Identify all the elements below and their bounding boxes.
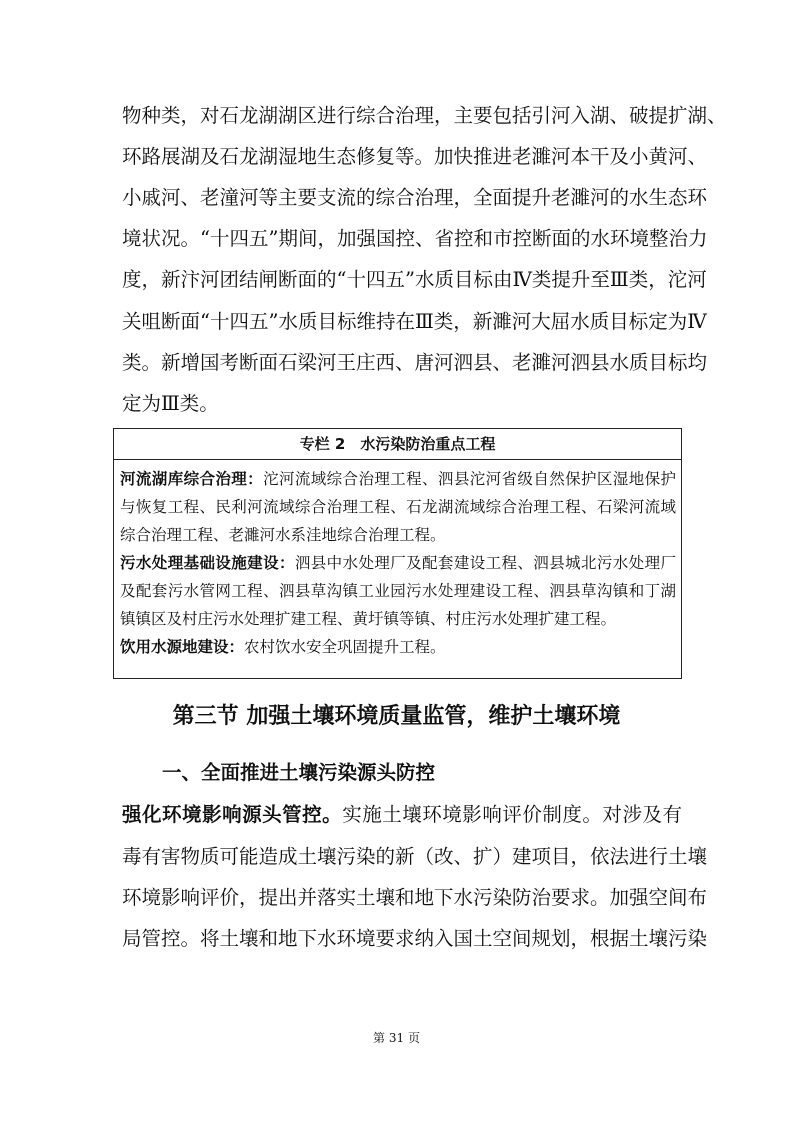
text-line: 物种类，对石龙湖湖区进行综合治理，主要包括引河入湖、破提扩湖、 — [122, 104, 727, 127]
text-line: 毒有害物质可能造成土壤污染的新（改、扩）建项目，依法进行土壤 — [122, 845, 708, 868]
text-line: 境状况。“十四五”期间，加强国控、省控和市控断面的水环境整治力 — [122, 227, 708, 250]
text-line: 关咀断面“十四五”水质目标维持在Ⅲ类，新濉河大屈水质目标定为Ⅳ — [122, 310, 707, 333]
section-title: 第三节 加强土壤环境质量监管，维护土壤环境 — [172, 704, 621, 729]
text-line: 定为Ⅲ类。 — [122, 392, 219, 415]
item-text: 沱河流域综合治理工程、泗县沱河省级自然保护区湿地保护 — [263, 470, 676, 488]
box-title: 专栏 2 水污染防治重点工程 — [114, 429, 681, 460]
paragraph-lead: 强化环境影响源头管控。 — [122, 803, 343, 826]
text-line: 环路展湖及石龙湖湿地生态修复等。加快推进老濉河本干及小黄河、 — [122, 145, 708, 168]
box-line: 及配套污水管网工程、泗县草沟镇工业园污水处理建设工程、泗县草沟镇和丁湖 — [120, 582, 676, 600]
page-number: 第 31 页 — [373, 1031, 420, 1045]
item-text: 农村饮水安全巩固提升工程。 — [244, 638, 446, 656]
box-line — [120, 637, 676, 657]
item-text: 泗县中水处理厂及配套建设工程、泗县城北污水处理厂 — [294, 554, 676, 572]
box-line: 综合治理工程、老濉河水系洼地综合治理工程。 — [120, 526, 446, 544]
special-column-box — [113, 428, 682, 679]
item-label: 污水处理基础设施建设： — [120, 554, 295, 572]
item-label: 河流湖库综合治理： — [120, 470, 264, 488]
box-line — [120, 469, 676, 489]
text-line: 小戚河、老潼河等主要支流的综合治理，全面提升老濉河的水生态环 — [122, 186, 708, 209]
text-line: 度，新汴河团结闸断面的“十四五”水质目标由Ⅳ类提升至Ⅲ类，沱河 — [122, 268, 707, 291]
item-label: 饮用水源地建设： — [120, 638, 245, 656]
box-line: 与恢复工程、民利河流域综合治理工程、石龙湖流域综合治理工程、石梁河流域 — [120, 498, 676, 516]
box-line — [120, 553, 676, 573]
subsection-title: 一、全面推进土壤污染源头防控 — [162, 761, 436, 784]
text-line: 类。新增国考断面石梁河王庄西、唐河泗县、老濉河泗县水质目标均 — [122, 351, 708, 374]
text-span: 实施土壤环境影响评价制度。对涉及有 — [342, 803, 682, 826]
text-line — [122, 803, 682, 827]
text-line: 局管控。将土壤和地下水环境要求纳入国土空间规划，根据土壤污染 — [122, 927, 708, 950]
text-line: 环境影响评价，提出并落实土壤和地下水污染防治要求。加强空间布 — [122, 886, 708, 909]
box-line: 镇镇区及村庄污水处理扩建工程、黄圩镇等镇、村庄污水处理扩建工程。 — [120, 610, 617, 628]
